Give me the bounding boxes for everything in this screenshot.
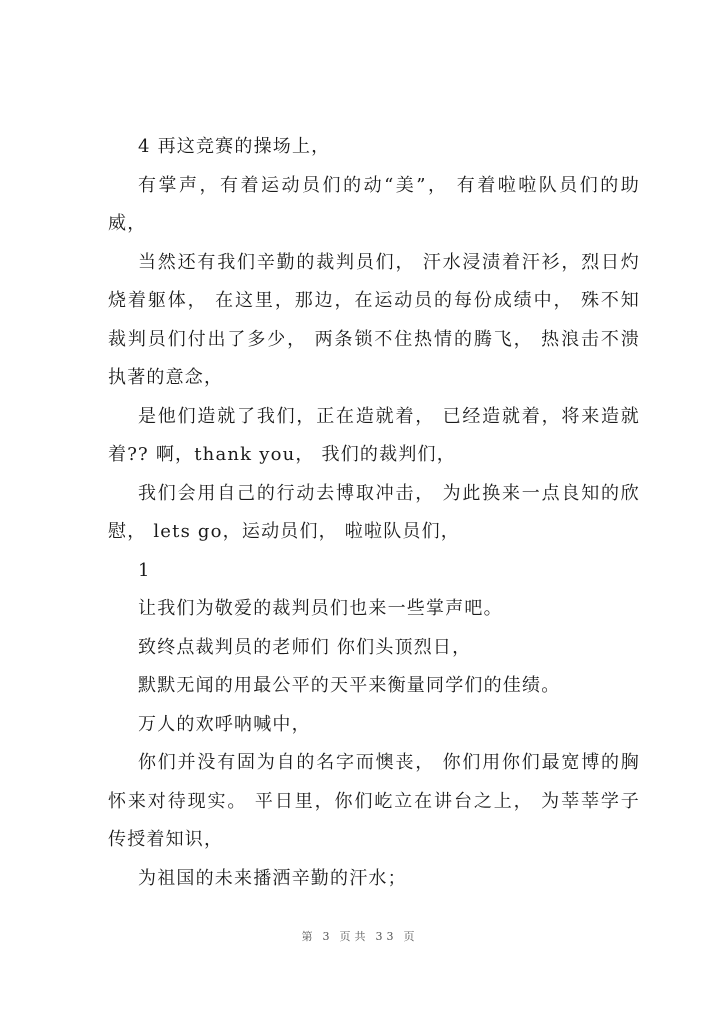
paragraph: 是他们造就了我们，正在造就着， 已经造就着，将来造就着?? 啊，thank you， 我们的裁判们，: [108, 405, 640, 465]
paragraph: 默默无闻的用最公平的天平来衡量同学们的佳绩。: [138, 675, 561, 696]
page-body: [108, 128, 640, 898]
paragraph: 1: [138, 559, 151, 581]
paragraph: 4 再这竞赛的操场上，: [138, 136, 331, 157]
paragraph: 我们会用自己的行动去博取冲击， 为此换来一点良知的欣慰， lets go，运动员们， 啦啦队员们，: [108, 482, 640, 542]
paragraph: 致终点裁判员的老师们 你们头顶烈日，: [138, 636, 472, 658]
paragraph: 万人的欢呼呐喊中，: [138, 713, 311, 735]
page-suffix: 页: [403, 930, 419, 943]
page-prefix: 第: [301, 930, 317, 943]
current-page-number: 3: [322, 930, 334, 943]
total-pages-number: 33: [375, 930, 398, 943]
paragraph: 让我们为敬爱的裁判员们也来一些掌声吧。: [138, 598, 503, 619]
page-footer: [0, 928, 720, 944]
paragraph: 当然还有我们辛勤的裁判员们， 汗水浸渍着汗衫，烈日灼烧着躯体， 在这里，那边，在运动员的每份成绩中， 殊不知裁判员们付出了多少， 两条锁不住热情的腾飞， 热浪击不溃执著的意念，: [108, 251, 640, 388]
paragraph: 为祖国的未来播洒辛勤的汗水；: [138, 867, 407, 889]
paragraph: 你们并没有固为自的名字而懊丧， 你们用你们最宽博的胸怀来对待现实。 平日里，你们屹立在讲台之上， 为莘莘学子传授着知识，: [108, 752, 640, 850]
page-mid: 页共: [339, 930, 370, 943]
paragraph: 有掌声，有着运动员们的动“美”， 有着啦啦队员们的助威，: [108, 174, 640, 234]
